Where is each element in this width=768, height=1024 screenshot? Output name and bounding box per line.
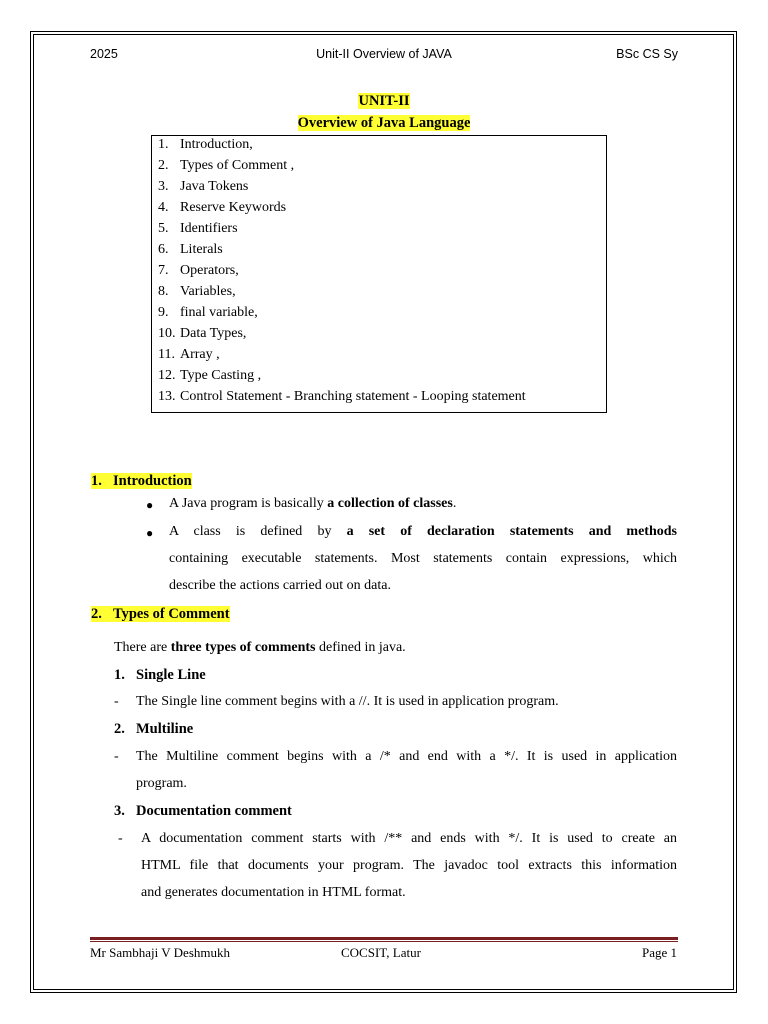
bullet-icon: ●	[146, 498, 154, 512]
toc-item: 2. Types of Comment ,	[158, 158, 295, 173]
toc-item: 8. Variables,	[158, 284, 236, 299]
toc-item: 12. Type Casting ,	[158, 368, 262, 383]
toc-item: 5. Identifiers	[158, 221, 238, 236]
toc-item: 6. Literals	[158, 242, 223, 257]
unit-title: UNIT-II	[358, 93, 410, 109]
multiline-text-line-2: program.	[136, 776, 187, 791]
dash-marker: -	[118, 831, 123, 846]
dash-marker: -	[114, 749, 119, 764]
toc-item: 1. Introduction,	[158, 137, 253, 152]
toc-item: 7. Operators,	[158, 263, 239, 278]
footer-rule	[90, 937, 678, 940]
toc-item: 11. Array ,	[158, 347, 220, 362]
intro-bullet-2-line-1: A class is defined by a set of declaration statements and methods	[169, 524, 677, 539]
dash-marker: -	[114, 694, 119, 709]
doc-comment-text-line-1: A documentation comment starts with /** and ends with */. It is used to create an	[141, 831, 677, 846]
footer-rule-thin	[90, 941, 678, 942]
bullet-icon: ●	[146, 526, 154, 540]
footer-institute: COCSIT, Latur	[341, 945, 421, 960]
doc-comment-text-line-2: HTML file that documents your program. The javadoc tool extracts this information	[141, 858, 677, 873]
header-title: Unit-II Overview of JAVA	[316, 47, 452, 61]
multiline-text-line-1: The Multiline comment begins with a /* and end with a */. It is used in application	[136, 749, 677, 764]
header-year: 2025	[90, 47, 118, 61]
header-course: BSc CS Sy	[616, 47, 678, 61]
footer-author: Mr Sambhaji V Deshmukh	[90, 945, 230, 960]
subheading-multiline: 2. Multiline	[114, 721, 194, 737]
section-heading-types-of-comment: 2. Types of Comment	[91, 606, 230, 622]
intro-bullet-2-line-2: containing executable statements. Most statements contain expressions, which	[169, 551, 677, 566]
footer-page-number: Page 1	[641, 945, 677, 960]
subheading-documentation-comment: 3. Documentation comment	[114, 803, 292, 819]
section-heading-introduction: 1. Introduction	[91, 473, 192, 489]
toc-item: 4. Reserve Keywords	[158, 200, 287, 215]
toc-item: 9. final variable,	[158, 305, 258, 320]
intro-bullet-1: A Java program is basically a collection of classes.	[169, 496, 457, 511]
unit-subtitle: Overview of Java Language	[297, 115, 471, 131]
intro-bullet-2-line-3: describe the actions carried out on data.	[169, 578, 391, 593]
toc-item: 3. Java Tokens	[158, 179, 249, 194]
toc-item: 10. Data Types,	[158, 326, 247, 341]
toc-item: 13. Control Statement - Branching statement - Looping statement	[158, 389, 526, 404]
comments-intro: There are three types of comments defined in java.	[114, 640, 406, 655]
doc-comment-text-line-3: and generates documentation in HTML format.	[141, 885, 406, 900]
single-line-text: The Single line comment begins with a //. It is used in application program.	[136, 694, 559, 709]
subheading-single-line: 1. Single Line	[114, 667, 206, 683]
